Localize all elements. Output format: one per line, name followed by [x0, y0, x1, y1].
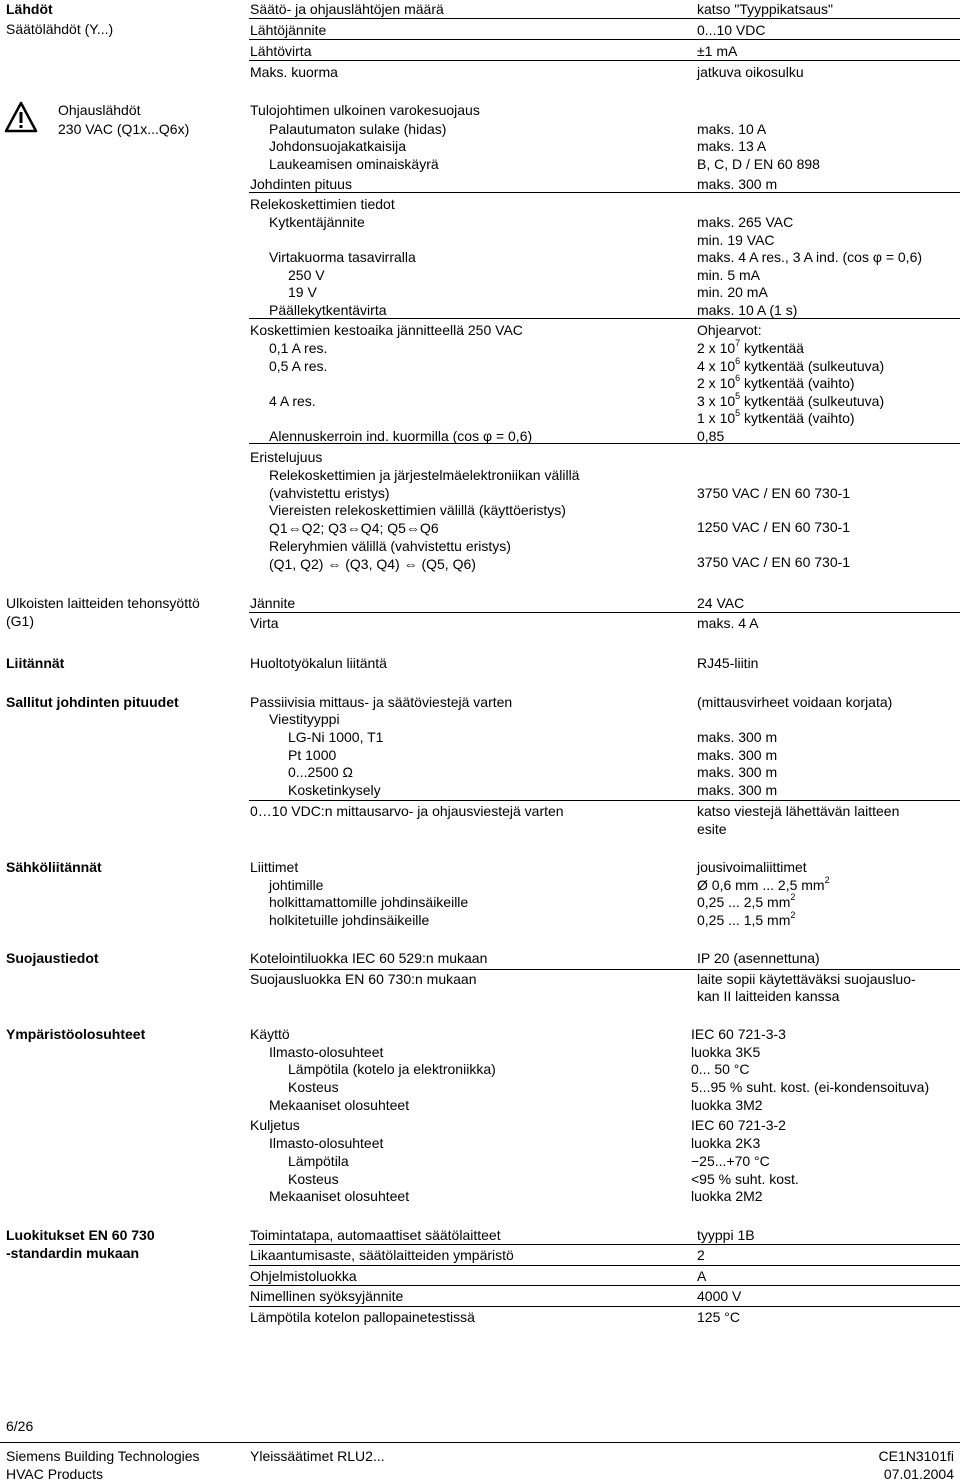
spec-value: ±1 mA [697, 43, 738, 59]
spec-value: 0,85 [697, 428, 725, 444]
spec-label: Nimellinen syöksyjännite [250, 1288, 404, 1304]
rule [249, 612, 960, 613]
spec-value: luokka 2M2 [691, 1188, 763, 1204]
footer-division: HVAC Products [6, 1466, 103, 1482]
spec-value: −25...+70 °C [691, 1153, 770, 1169]
spec-value: B, C, D / EN 60 898 [697, 156, 820, 172]
rule [249, 318, 960, 319]
rule [249, 1306, 960, 1307]
spec-value: maks. 10 A (1 s) [697, 302, 798, 318]
footer-date: 07.01.2004 [883, 1466, 954, 1482]
spec-label: johtimille [269, 877, 324, 893]
spec-label: Johdinten pituus [250, 176, 352, 192]
spec-value: maks. 300 m [697, 782, 778, 798]
spec-label: 0...2500 Ω [288, 764, 353, 780]
rule [249, 192, 960, 193]
spec-value: 24 VAC [697, 595, 745, 611]
rule [249, 969, 960, 970]
spec-label: Päällekytkentävirta [269, 302, 387, 318]
spec-label: 19 V [288, 284, 317, 300]
spec-value: 1 x $10^5$ kytkentää (vaihto) [697, 408, 855, 426]
spec-label: Viereisten relekoskettimien välillä (käyttöeristys) [269, 502, 566, 518]
spec-value: IEC 60 721-3-3 [691, 1026, 786, 1042]
spec-value: 3 x $10^5$ kytkentää (sulkeutuva) [697, 391, 885, 409]
page-number: 6/26 [6, 1418, 34, 1434]
spec-value: 3750 VAC / EN 60 730-1 [697, 485, 851, 501]
spec-label: Liittimet [250, 859, 299, 875]
heading-liitannat: Liitännät [6, 655, 65, 671]
spec-label: Kytkentäjännite [269, 214, 365, 230]
spec-label: Releryhmien välillä (vahvistettu eristys) [269, 538, 511, 554]
spec-label: Eristelujuus [250, 449, 323, 465]
spec-value: maks. 4 A [697, 615, 759, 631]
spec-label: Kosketinkysely [288, 782, 381, 798]
spec-value: min. 5 mA [697, 267, 761, 283]
spec-value: 0,25 ... 2,5 $mm^2$ [697, 892, 796, 910]
spec-label: Palautumaton sulake (hidas) [269, 121, 447, 137]
spec-label: Lämpötila kotelon pallopainetestissä [250, 1309, 475, 1325]
heading-ymparisto: Ympäristöolosuhteet [6, 1026, 146, 1042]
spec-label: Kosteus [288, 1171, 339, 1187]
spec-label: (vahvistettu eristys) [269, 485, 390, 501]
spec-label: Ilmasto-olosuhteet [269, 1044, 384, 1060]
spec-label: Laukeamisen ominaiskäyrä [269, 156, 439, 172]
spec-label: holkitetuille johdinsäikeille [269, 912, 430, 928]
spec-value: A [697, 1268, 707, 1284]
heading-luokitukset: Luokitukset EN 60 730 [6, 1227, 155, 1243]
spec-value: laite sopii käytettäväksi suojausluo- [697, 971, 916, 987]
spec-label: Kosteus [288, 1079, 339, 1095]
spec-value: 4000 V [697, 1288, 742, 1304]
spec-label: Toimintatapa, automaattiset säätölaitteet [250, 1227, 501, 1243]
spec-value: tyyppi 1B [697, 1227, 755, 1243]
footer-doc-code: CE1N3101fi [878, 1448, 954, 1464]
spec-label: Relekoskettimien ja järjestelmäelektroniikan välillä [269, 467, 580, 483]
spec-value: 2 x $10^7$ kytkentää [697, 338, 804, 356]
spec-label: Lämpötila (kotelo ja elektroniikka) [288, 1061, 496, 1077]
spec-value: maks. 13 A [697, 138, 767, 154]
spec-value: 1250 VAC / EN 60 730-1 [697, 519, 851, 535]
spec-value: maks. 4 A res., 3 A ind. (cos φ = 0,6) [697, 249, 923, 265]
spec-value: IP 20 (asennettuna) [697, 950, 820, 966]
spec-label: 0,1 A res. [269, 340, 328, 356]
heading-suojaus: Suojaustiedot [6, 950, 99, 966]
spec-value: (mittausvirheet voidaan korjata) [697, 694, 893, 710]
spec-value: 3750 VAC / EN 60 730-1 [697, 554, 851, 570]
spec-value: maks. 10 A [697, 121, 767, 137]
spec-value: maks. 300 m [697, 747, 778, 763]
spec-label: Suojausluokka EN 60 730:n mukaan [250, 971, 477, 987]
spec-label: Mekaaniset olosuhteet [269, 1097, 410, 1113]
spec-label: Lähtövirta [250, 43, 312, 59]
spec-label: Säätö- ja ohjauslähtöjen määrä [250, 1, 444, 17]
spec-label: Huoltotyökalun liitäntä [250, 655, 387, 671]
spec-value: luokka 2K3 [691, 1135, 761, 1151]
spec-value: Ohjearvot: [697, 322, 762, 338]
spec-label: Johdonsuojakatkaisija [269, 138, 406, 154]
heading-sahkoliitannat: Sähköliitännät [6, 859, 102, 875]
spec-label: 0…10 VDC:n mittausarvo- ja ohjausviestejä varten [250, 803, 564, 819]
heading-ohjauslahdot: Ohjauslähdöt [58, 102, 141, 118]
spec-value: katso viestejä lähettävän laitteen [697, 803, 900, 819]
spec-value: min. 19 VAC [697, 232, 775, 248]
spec-value: esite [697, 821, 727, 837]
spec-label: Q1⇔Q2; Q3⇔Q4; Q5⇔Q6 [269, 520, 439, 536]
heading-tehonsyotto: Ulkoisten laitteiden tehonsyöttö [6, 595, 200, 611]
spec-value: maks. 265 VAC [697, 214, 794, 230]
heading-ohjauslahdot-sub: 230 VAC (Q1x...Q6x) [58, 121, 190, 137]
spec-value: jatkuva oikosulku [697, 64, 804, 80]
spec-value: maks. 300 m [697, 729, 778, 745]
spec-label: 4 A res. [269, 393, 316, 409]
spec-value: 2 x $10^6$ kytkentää (vaihto) [697, 373, 855, 391]
spec-value: luokka 3K5 [691, 1044, 761, 1060]
rule [249, 1285, 960, 1286]
spec-label: Maks. kuorma [250, 64, 338, 80]
spec-label: Virta [250, 615, 279, 631]
rule [249, 39, 960, 40]
spec-value: katso "Tyyppikatsaus" [697, 1, 834, 17]
warning-icon [4, 101, 38, 133]
spec-value: kan II laitteiden kanssa [697, 988, 840, 1004]
spec-label: Virtakuorma tasavirralla [269, 249, 416, 265]
spec-value: Ø 0,6 mm ... 2,5 $mm^2$ [697, 875, 830, 893]
footer-rule [0, 1442, 960, 1443]
spec-label: (Q1, Q2) ⇔ (Q3, Q4) ⇔ (Q5, Q6) [269, 556, 476, 572]
spec-label: 250 V [288, 267, 325, 283]
spec-value: maks. 300 m [697, 764, 778, 780]
spec-label: Ilmasto-olosuhteet [269, 1135, 384, 1151]
spec-value: maks. 300 m [697, 176, 778, 192]
spec-label: Jännite [250, 595, 296, 611]
spec-value: RJ45-liitin [697, 655, 759, 671]
spec-value: 0... 50 °C [691, 1061, 750, 1077]
spec-label: Ohjelmistoluokka [250, 1268, 357, 1284]
spec-label: Mekaaniset olosuhteet [269, 1188, 410, 1204]
spec-label: Kuljetus [250, 1117, 300, 1133]
footer-company: Siemens Building Technologies [6, 1448, 200, 1464]
spec-label: Passiivisia mittaus- ja säätöviestejä varten [250, 694, 513, 710]
heading-lahdot: Lähdöt [6, 1, 53, 17]
rule [249, 1244, 960, 1245]
spec-label: Lämpötila [288, 1153, 349, 1169]
spec-label: 0,5 A res. [269, 358, 328, 374]
footer-doc-title: Yleissäätimet RLU2... [250, 1448, 385, 1464]
spec-label: Lähtöjännite [250, 22, 327, 38]
spec-label: Relekoskettimien tiedot [250, 196, 395, 212]
spec-label: Koskettimien kestoaika jännitteellä 250 VAC [250, 322, 523, 338]
spec-label: Likaantumisaste, säätölaitteiden ympäristö [250, 1247, 514, 1263]
spec-label: Pt 1000 [288, 747, 337, 763]
spec-label: Viestityyppi [269, 711, 340, 727]
spec-label: Käyttö [250, 1026, 290, 1042]
spec-label: Alennuskerroin ind. kuormilla (cos φ = 0,6) [269, 428, 533, 444]
spec-value: 2 [697, 1247, 705, 1263]
spec-value: 5...95 % suht. kost. (ei-kondensoituva) [691, 1079, 930, 1095]
spec-value: IEC 60 721-3-2 [691, 1117, 786, 1133]
heading-tehonsyotto-sub: (G1) [6, 613, 34, 629]
heading-pituudet: Sallitut johdinten pituudet [6, 694, 179, 710]
rule [249, 800, 960, 801]
spec-value: 0...10 VDC [697, 22, 766, 38]
spec-value: luokka 3M2 [691, 1097, 763, 1113]
spec-value: min. 20 mA [697, 284, 768, 300]
rule [249, 18, 960, 19]
heading-saatolahdot: Säätölähdöt (Y...) [6, 21, 114, 37]
spec-value: <95 % suht. kost. [691, 1171, 799, 1187]
rule [249, 1265, 960, 1266]
heading-luokitukset-sub: -standardin mukaan [6, 1245, 140, 1261]
rule [249, 60, 960, 61]
spec-label: LG-Ni 1000, T1 [288, 729, 384, 745]
spec-label: holkittamattomille johdinsäikeille [269, 894, 469, 910]
spec-value: jousivoimaliittimet [697, 859, 807, 875]
spec-value: 0,25 ... 1,5 $mm^2$ [697, 910, 796, 928]
spec-value: 4 x $10^6$ kytkentää (sulkeutuva) [697, 356, 885, 374]
spec-value: 125 °C [697, 1309, 740, 1325]
spec-label: Kotelointiluokka IEC 60 529:n mukaan [250, 950, 488, 966]
spec-label: Tulojohtimen ulkoinen varokesuojaus [250, 102, 480, 118]
